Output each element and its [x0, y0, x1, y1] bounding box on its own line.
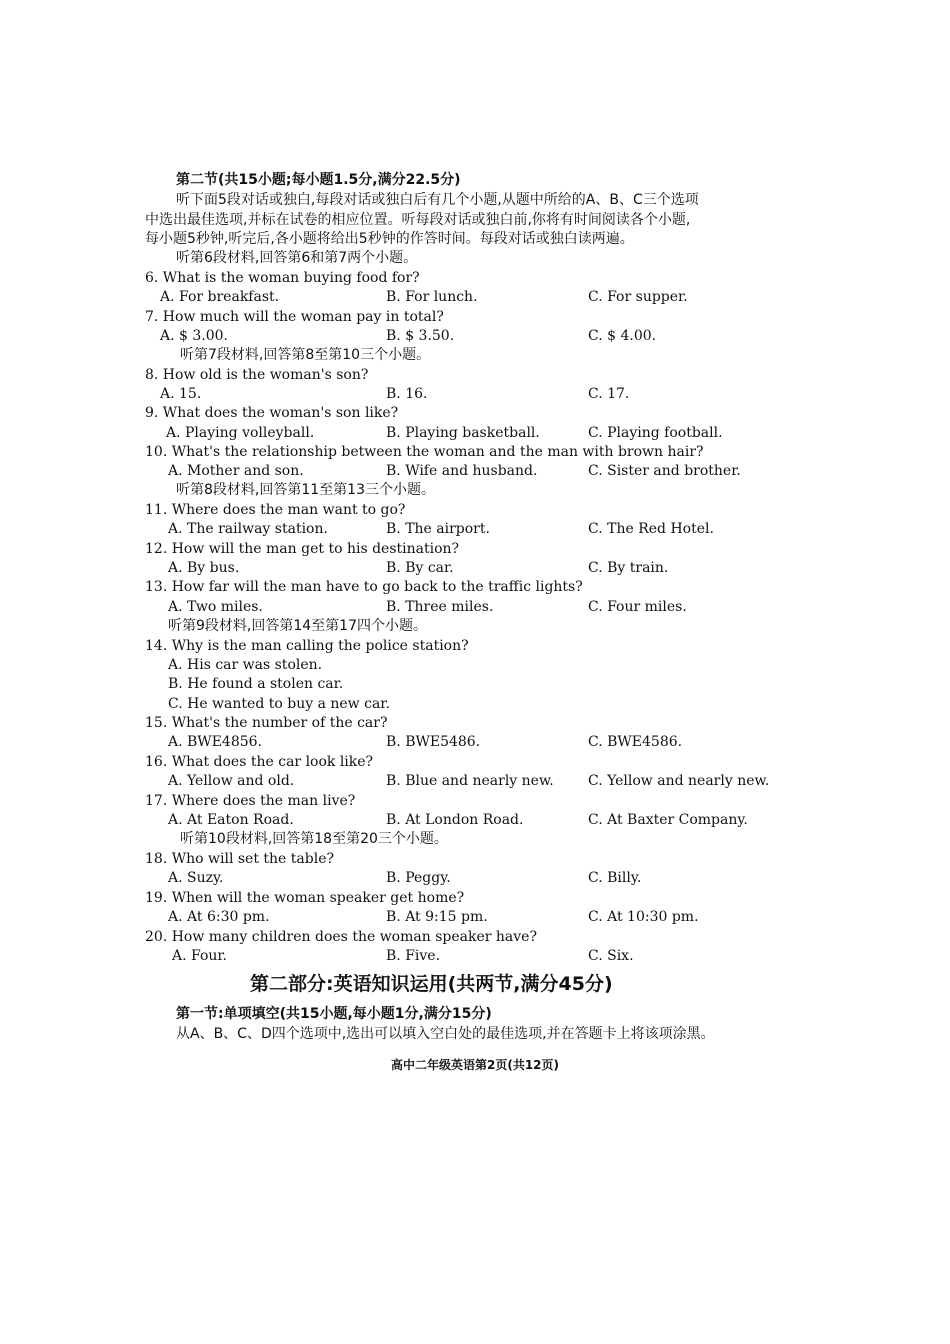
section2-instruction-3: 每小题5秒钟,听完后,各小题将给出5秒钟的作答时间。每段对话或独白读两遍。 — [145, 231, 634, 247]
q19-option-b: B. At 9:15 pm. — [386, 909, 488, 925]
q11-option-b: B. The airport. — [386, 521, 490, 537]
material-10-note: 听第10段材料,回答第18至第20三个小题。 — [180, 831, 448, 847]
q16-option-b: B. Blue and nearly new. — [386, 773, 554, 789]
question-8: 8. How old is the woman's son? — [145, 367, 369, 383]
q20-option-a: A. Four. — [172, 948, 228, 964]
q7-option-b: B. $ 3.50. — [386, 328, 455, 344]
q12-option-b: B. By car. — [386, 560, 454, 576]
q19-option-c: C. At 10:30 pm. — [588, 909, 699, 925]
q8-option-b: B. 16. — [386, 386, 428, 402]
q15-option-b: B. BWE5486. — [386, 734, 481, 750]
q20-option-c: C. Six. — [588, 948, 634, 964]
q6-option-c: C. For supper. — [588, 289, 688, 305]
q12-option-a: A. By bus. — [168, 560, 240, 576]
question-6: 6. What is the woman buying food for? — [145, 270, 420, 286]
q11-option-a: A. The railway station. — [168, 521, 328, 537]
question-15: 15. What's the number of the car? — [145, 715, 388, 731]
q11-option-c: C. The Red Hotel. — [588, 521, 714, 537]
q15-option-a: A. BWE4856. — [168, 734, 262, 750]
q13-option-b: B. Three miles. — [386, 599, 494, 615]
question-14: 14. Why is the man calling the police station? — [145, 638, 469, 654]
q14-option-b: B. He found a stolen car. — [168, 676, 344, 692]
section2-instruction-1: 听下面5段对话或独白,每段对话或独白后有几个小题,从题中所给的A、B、C三个选项 — [176, 192, 699, 208]
question-18: 18. Who will set the table? — [145, 851, 334, 867]
q9-option-c: C. Playing football. — [588, 425, 723, 441]
q16-option-c: C. Yellow and nearly new. — [588, 773, 770, 789]
q17-option-c: C. At Baxter Company. — [588, 812, 748, 828]
q14-option-c: C. He wanted to buy a new car. — [168, 696, 390, 712]
page-footer: 高中二年级英语第2页(共12页) — [390, 1058, 560, 1072]
q8-option-c: C. 17. — [588, 386, 630, 402]
q6-option-a: A. For breakfast. — [160, 289, 280, 305]
part2-subheading — [176, 1005, 816, 1024]
q13-option-c: C. Four miles. — [588, 599, 687, 615]
q10-option-c: C. Sister and brother. — [588, 463, 741, 479]
q7-option-a: A. $ 3.00. — [160, 328, 228, 344]
q10-option-a: A. Mother and son. — [168, 463, 304, 479]
q15-option-c: C. BWE4586. — [588, 734, 683, 750]
q12-option-c: C. By train. — [588, 560, 669, 576]
question-7: 7. How much will the woman pay in total? — [145, 309, 444, 325]
question-20: 20. How many children does the woman speaker have? — [145, 929, 537, 945]
q13-option-a: A. Two miles. — [168, 599, 263, 615]
question-12: 12. How will the man get to his destination? — [145, 541, 460, 557]
question-17: 17. Where does the man live? — [145, 793, 356, 809]
question-11: 11. Where does the man want to go? — [145, 502, 406, 518]
part2-instruction: 从A、B、C、D四个选项中,选出可以填入空白处的最佳选项,并在答题卡上将该项涂黑。 — [176, 1026, 715, 1042]
q18-option-b: B. Peggy. — [386, 870, 451, 886]
q10-option-b: B. Wife and husband. — [386, 463, 538, 479]
q18-option-a: A. Suzy. — [168, 870, 224, 886]
q6-option-b: B. For lunch. — [386, 289, 478, 305]
question-13: 13. How far will the man have to go back to the traffic lights? — [145, 579, 583, 595]
q9-option-b: B. Playing basketball. — [386, 425, 540, 441]
q18-option-c: C. Billy. — [588, 870, 642, 886]
q17-option-a: A. At Eaton Road. — [168, 812, 294, 828]
material-9-note: 听第9段材料,回答第14至第17四个小题。 — [168, 618, 427, 634]
q17-option-b: B. At London Road. — [386, 812, 524, 828]
part2-subheading-text: 第一节:单项填空(共15小题,每小题1分,满分15分) — [176, 1006, 492, 1022]
question-9: 9. What does the woman's son like? — [145, 405, 399, 421]
part2-heading: 第二部分:英语知识运用(共两节,满分45分) — [250, 973, 613, 995]
q20-option-b: B. Five. — [386, 948, 441, 964]
q14-option-a: A. His car was stolen. — [168, 657, 323, 673]
q7-option-c: C. $ 4.00. — [588, 328, 657, 344]
q16-option-a: A. Yellow and old. — [168, 773, 295, 789]
question-19: 19. When will the woman speaker get home? — [145, 890, 465, 906]
q9-option-a: A. Playing volleyball. — [166, 425, 315, 441]
material-8-note: 听第8段材料,回答第11至第13三个小题。 — [176, 482, 435, 498]
section2-heading: 第二节(共15小题;每小题1.5分,满分22.5分) — [176, 172, 461, 188]
question-16: 16. What does the car look like? — [145, 754, 374, 770]
material-6-note: 听第6段材料,回答第6和第7两个小题。 — [176, 250, 418, 266]
section2-instruction-2: 中选出最佳选项,并标在试卷的相应位置。听每段对话或独白前,你将有时间阅读各个小题, — [145, 212, 691, 228]
material-7-note: 听第7段材料,回答第8至第10三个小题。 — [180, 347, 431, 363]
q19-option-a: A. At 6:30 pm. — [168, 909, 270, 925]
q8-option-a: A. 15. — [160, 386, 202, 402]
question-10: 10. What's the relationship between the woman and the man with brown hair? — [145, 444, 704, 460]
